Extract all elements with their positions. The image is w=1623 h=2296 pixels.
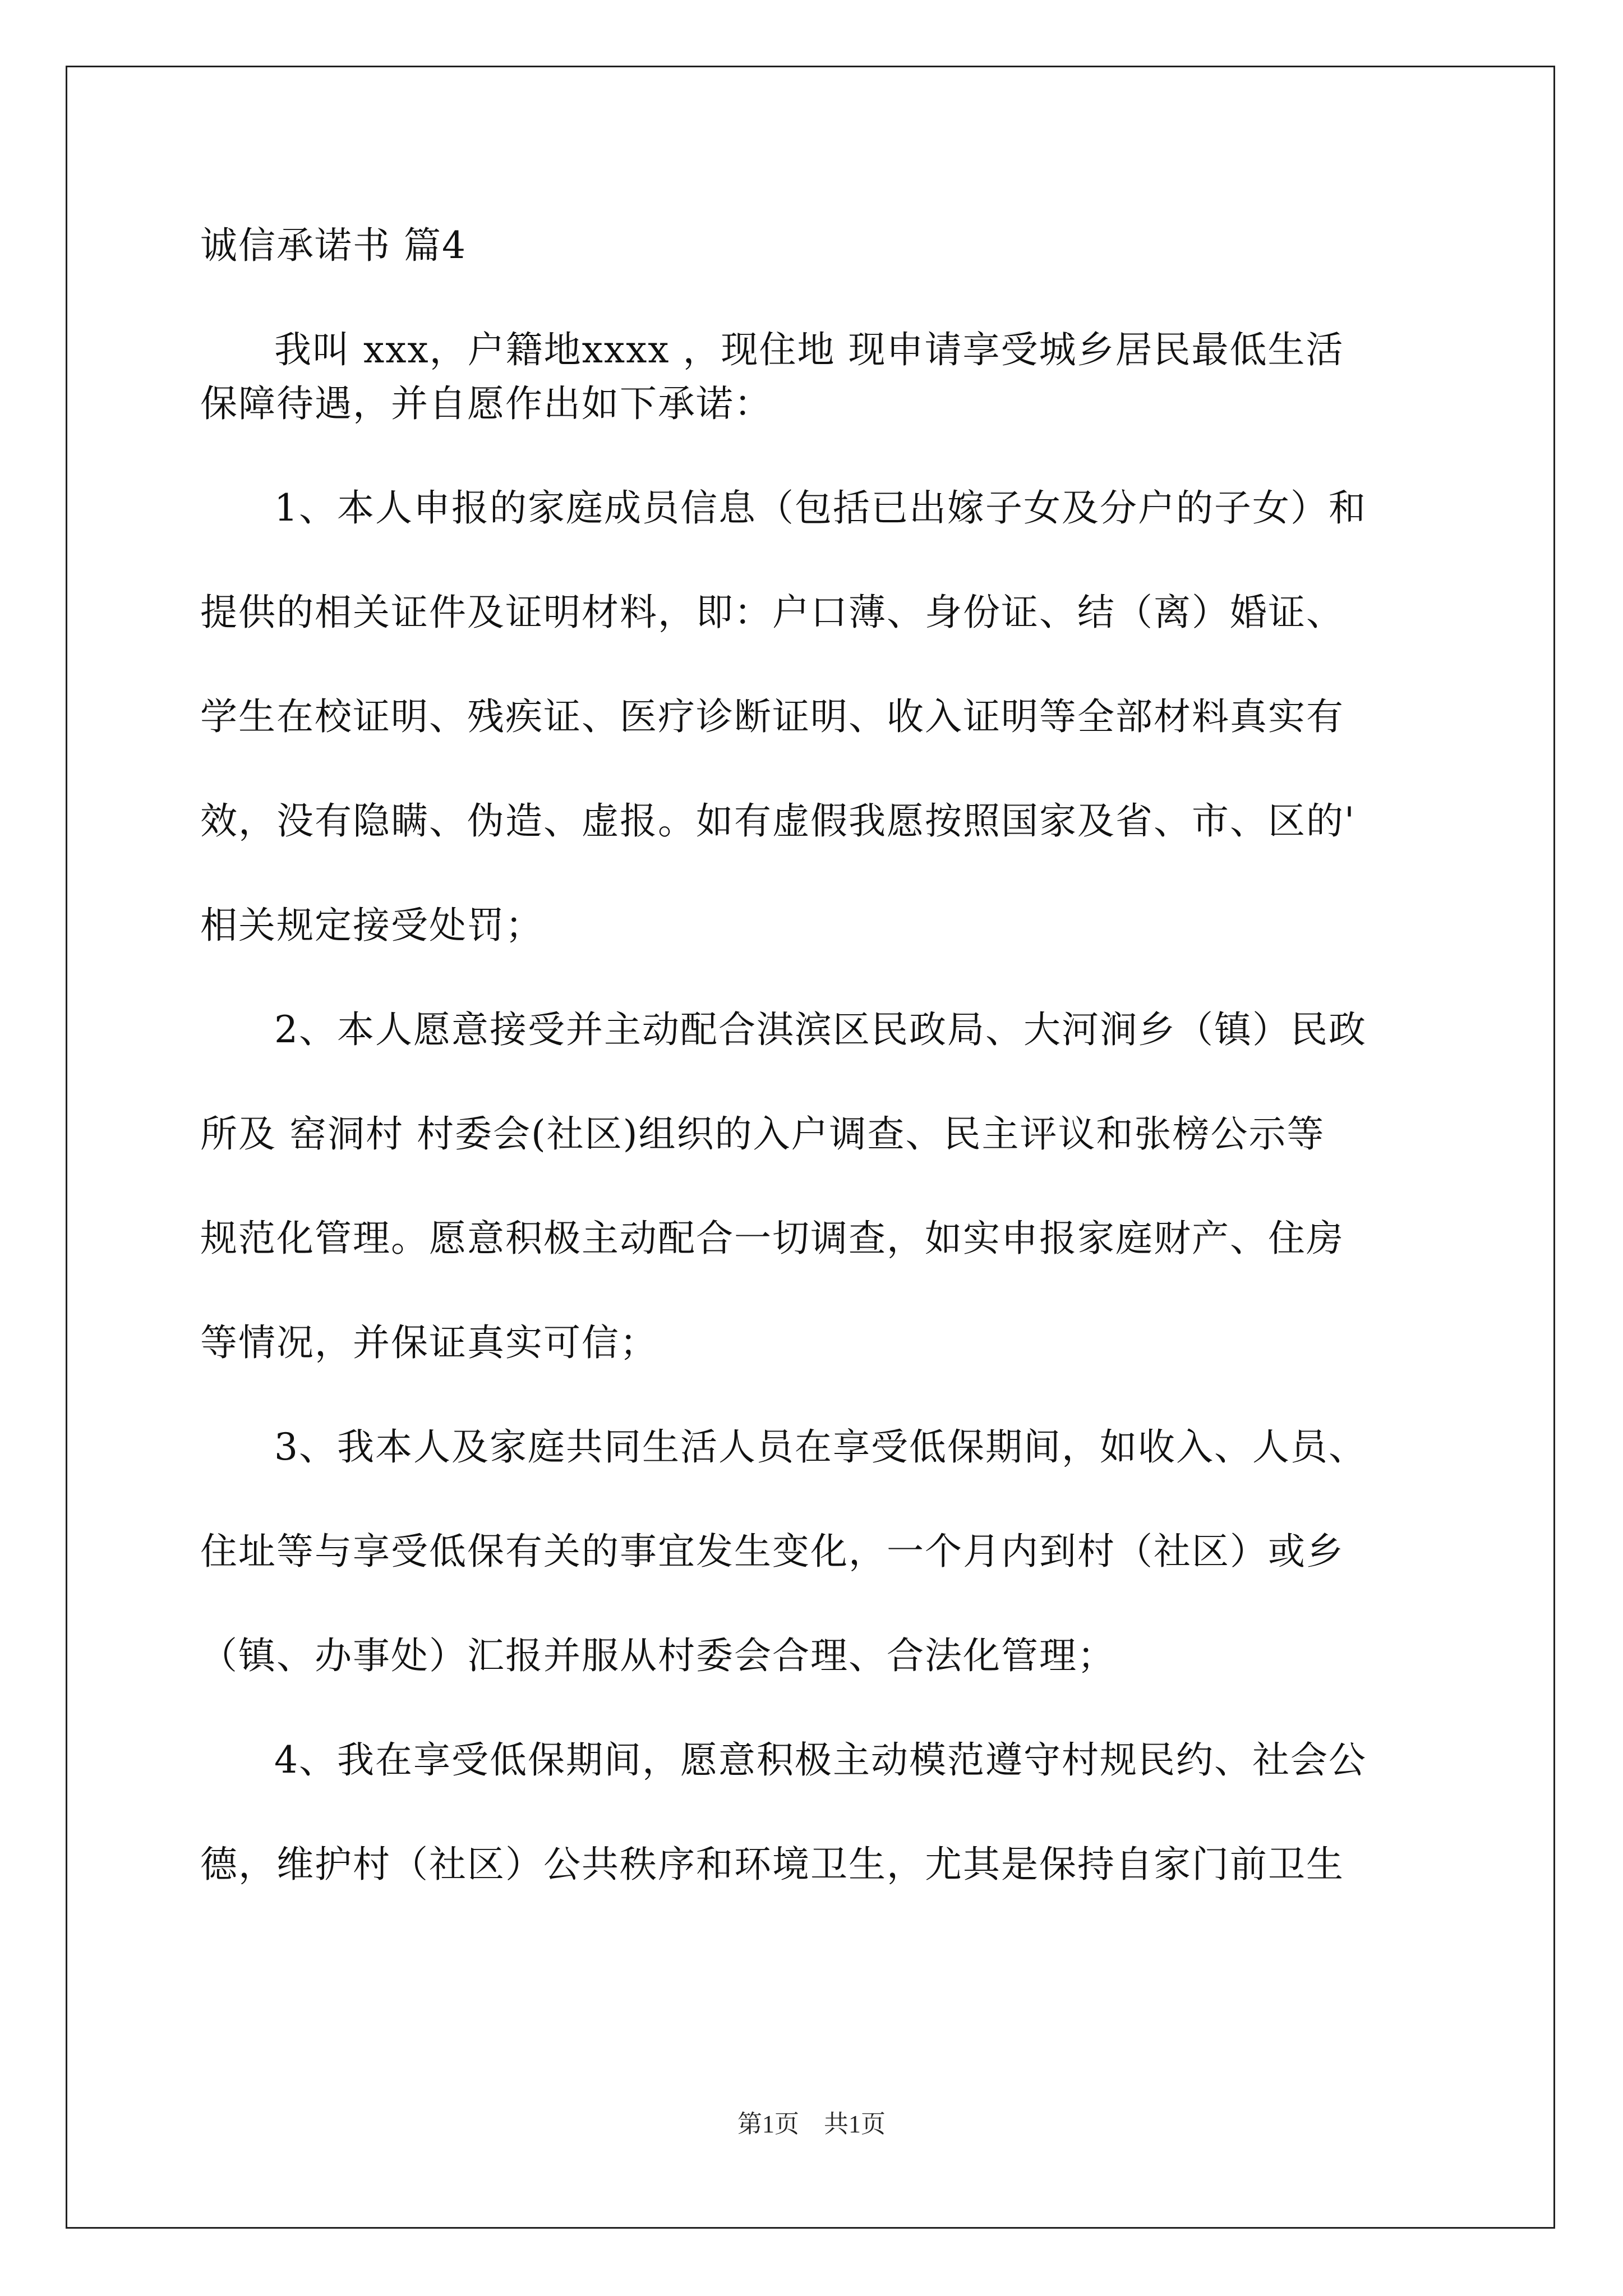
paragraph-line: 所及 窑洞村 村委会(社区)组织的入户调查、民主评议和张榜公示等 <box>200 1112 1325 1156</box>
document-title: 诚信承诺书 篇4 <box>200 224 467 267</box>
paragraph-line: 1、本人申报的家庭成员信息（包括已出嫁子女及分户的子女）和 <box>274 486 1367 530</box>
paragraph-line: 效，没有隐瞒、伪造、虚报。如有虚假我愿按照国家及省、市、区的' <box>200 799 1356 843</box>
paragraph-line: 3、我本人及家庭共同生活人员在享受低保期间，如收入、人员、 <box>274 1425 1367 1469</box>
paragraph-line: 2、本人愿意接受并主动配合淇滨区民政局、大河涧乡（镇）民政 <box>274 1008 1367 1051</box>
paragraph-line: 提供的相关证件及证明材料，即：户口薄、身份证、结（离）婚证、 <box>200 591 1344 634</box>
paragraph-line: 保障待遇，并自愿作出如下承诺： <box>200 382 772 425</box>
document-body <box>200 219 1434 1892</box>
paragraph-line: 学生在校证明、残疾证、医疗诊断证明、收入证明等全部材料真实有 <box>200 695 1344 738</box>
paragraph-line: 相关规定接受处罚； <box>200 904 543 947</box>
page-footer: 第1页 共1页 <box>737 2110 886 2138</box>
paragraph-line: 我叫 xxx，户籍地xxxx ，现住地 现申请享受城乡居民最低生活 <box>274 328 1344 371</box>
paragraph-line: 德，维护村（社区）公共秩序和环境卫生，尤其是保持自家门前卫生 <box>200 1843 1344 1886</box>
paragraph-line: 4、我在享受低保期间，愿意积极主动模范遵守村规民约、社会公 <box>274 1738 1367 1782</box>
paragraph-line: 规范化管理。愿意积极主动配合一切调查，如实申报家庭财产、住房 <box>200 1217 1344 1260</box>
paragraph-line: 住址等与享受低保有关的事宜发生变化，一个月内到村（社区）或乡 <box>200 1530 1344 1573</box>
paragraph-line: （镇、办事处）汇报并服从村委会合理、合法化管理； <box>200 1634 1115 1677</box>
paragraph-line: 等情况，并保证真实可信； <box>200 1321 658 1364</box>
